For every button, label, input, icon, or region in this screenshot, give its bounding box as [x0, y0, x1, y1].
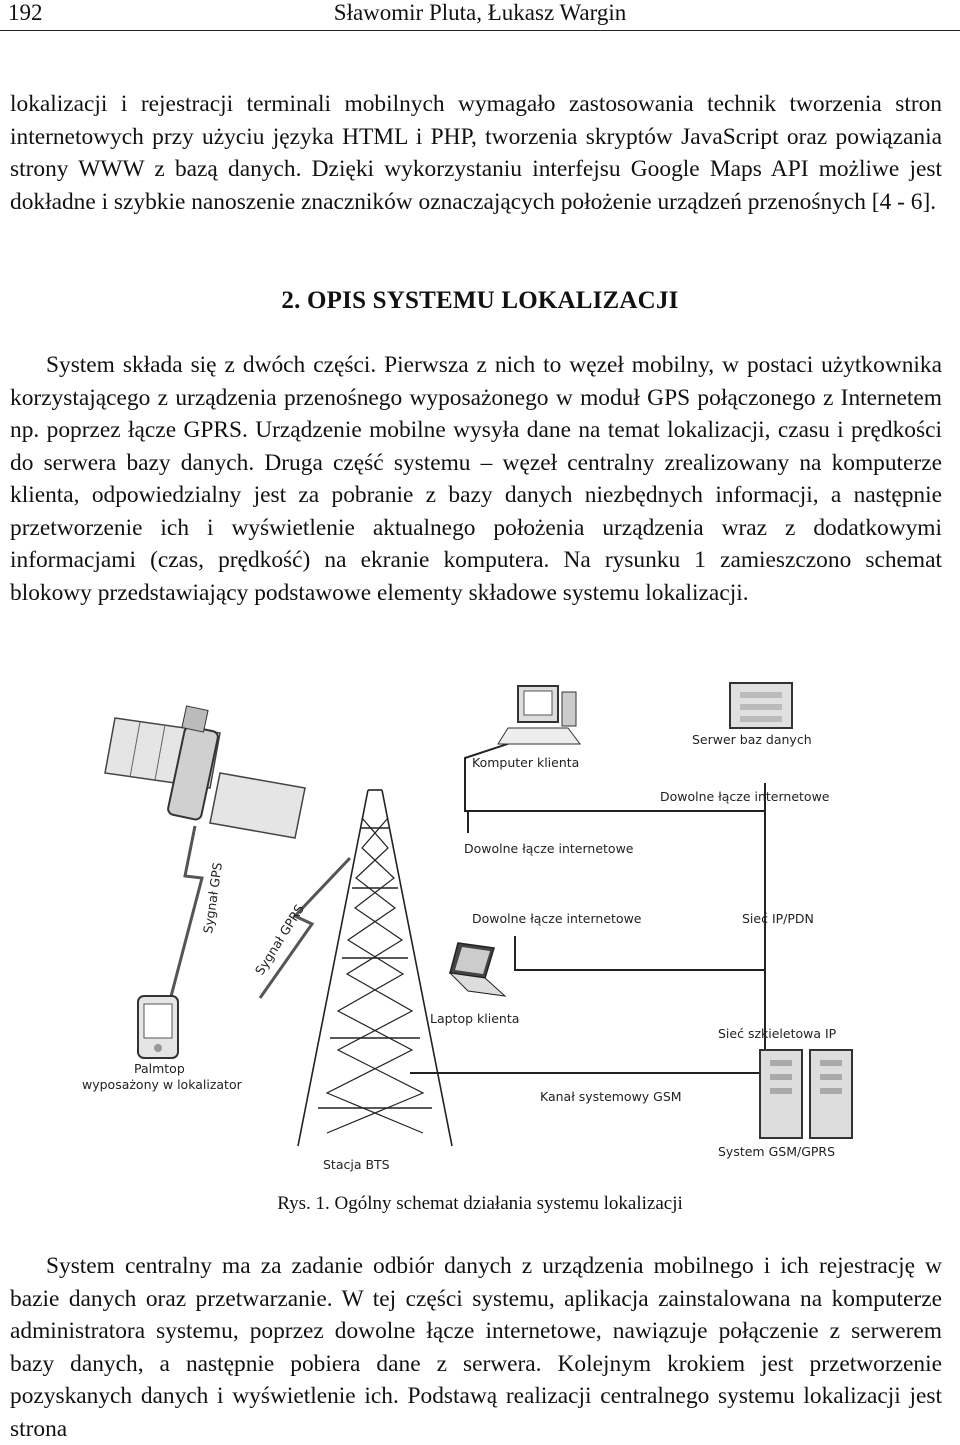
label-palmtop-line1: Palmtop [134, 1061, 185, 1076]
signal-bolts [168, 826, 350, 1008]
figure-caption: Rys. 1. Ogólny schemat działania systemu lokalizacji [277, 1193, 683, 1214]
database-server-icon [730, 683, 792, 728]
satellite-icon [105, 706, 305, 838]
paragraph-intro: lokalizacji i rejestracji terminali mobilnych wymagało zastosowania technik tworzenia stron internetowych przy użyciu języka HTML i PHP, tworzenia skryptów JavaScript oraz powiązania strony WWW z bazą danych. Dzięki wykorzystaniu interfejsu Google Maps API możliwe jest dokładne i szybkie nanoszenie znaczników oznaczających położenie urządzeń przenośnych [4 - 6]. [10, 91, 942, 215]
label-gsm-channel: Kanał systemowy GSM [540, 1089, 682, 1104]
gprs-bolt [260, 858, 350, 998]
label-gprs-signal: Sygnał GPRS [251, 901, 308, 978]
paragraph-system-description: System składa się z dwóch części. Pierwsza z nich to węzeł mobilny, w postaci użytkownika korzystającego z urządzenia przenośnego wyposażonego w moduł GPS połączonego z Internetem np. poprzez łącze GPRS. Urządzenie mobilne wysyła dane na temat lokalizacji, czasu i prędkości do serwera bazy danych. Druga część systemu – węzeł centralny zrealizowany na komputerze klienta, odpowiedzialny jest za pobranie z bazy danych niezbędnych informacji, a następnie przetworzenie ich i wyświetlenie aktualnego położenia urządzenia wraz z dodatkowymi informacjami (czas, prędkość) na ekranie komputera. Na rysunku 1 zamieszczono schemat blokowy przedstawiający podstawowe elementy składowe systemu lokalizacji. [10, 352, 942, 606]
laptop-icon [450, 943, 505, 996]
label-gsm-system: System GSM/GPRS [718, 1144, 836, 1159]
paragraph-central-system: System centralny ma za zadanie odbiór danych z urządzenia mobilnego i ich rejestrację w bazie danych oraz przetwarzanie. W tej części systemu, aplikacja zainstalowana na komputerze administratora systemu, poprzez dowolne łącze internetowe, nawiązuje połączenie z serwerem bazy danych, a następnie pobiera dane z serwera. Kolejnym krokiem jest przetworzenie pozyskanych danych i wyświetlenie ich. Podstawą realizacji centralnego systemu lokalizacji jest strona [10, 1253, 942, 1442]
label-ip-network: Sieć IP/PDN [742, 911, 814, 926]
label-laptop: Laptop klienta [430, 1011, 520, 1026]
page-number: 192 [8, 0, 43, 25]
label-bts: Stacja BTS [323, 1157, 390, 1172]
laptop-link [515, 936, 765, 970]
palmtop-icon [138, 996, 178, 1058]
bts-tower-icon [298, 790, 452, 1146]
label-client-computer: Komputer klienta [472, 755, 580, 770]
section-heading: 2. OPIS SYSTEMU LOKALIZACJI [281, 287, 679, 314]
label-any-link-1: Dowolne łącze internetowe [660, 789, 830, 804]
running-authors: Sławomir Pluta, Łukasz Wargin [333, 0, 627, 25]
page-header [0, 0, 960, 31]
system-diagram [80, 678, 880, 1173]
label-db-server: Serwer baz danych [692, 732, 812, 747]
gsm-servers-icon [760, 1050, 852, 1138]
label-palmtop-line2: wyposażony w lokalizator [82, 1077, 242, 1092]
client-computer-icon [498, 686, 580, 744]
label-any-link-3: Dowolne łącze internetowe [472, 911, 642, 926]
gps-bolt [168, 826, 202, 1008]
label-backbone: Sieć szkieletowa IP [718, 1026, 837, 1041]
label-gps-signal: Sygnał GPS [200, 861, 225, 935]
label-any-link-2: Dowolne łącze internetowe [464, 841, 634, 856]
